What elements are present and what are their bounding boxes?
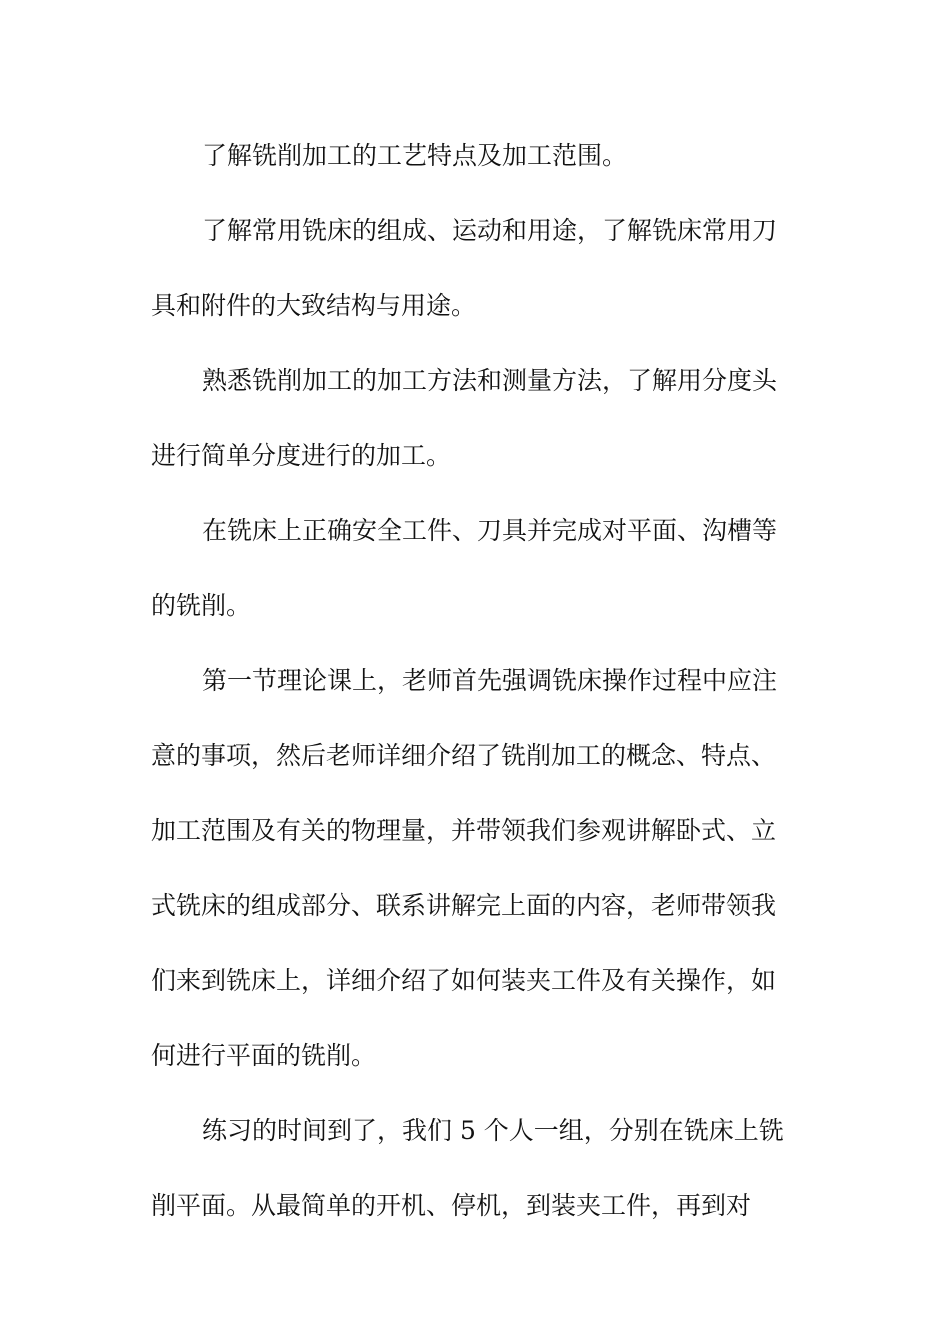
text-line: 在铣床上正确安全工件、刀具并完成对平面、沟槽等 (202, 516, 778, 545)
text-line: 进行简单分度进行的加工。 (151, 441, 452, 470)
text-line: 熟悉铣削加工的加工方法和测量方法，了解用分度头 (202, 366, 778, 395)
paragraph-2 (151, 193, 791, 343)
text-line: 加工范围及有关的物理量，并带领我们参观讲解卧式、立 (151, 816, 777, 845)
text-line: 削平面。从最简单的开机、停机，到装夹工件，再到对 (151, 1191, 752, 1220)
text-line: 何进行平面的铣削。 (151, 1041, 377, 1070)
paragraph-3 (151, 343, 791, 493)
document-body (151, 118, 791, 1243)
text-line: 们来到铣床上，详细介绍了如何装夹工件及有关操作，如 (151, 966, 777, 995)
text-line: 第一节理论课上，老师首先强调铣床操作过程中应注 (202, 666, 778, 695)
text-line: 的铣削。 (151, 591, 252, 620)
text-line: 具和附件的大致结构与用途。 (151, 291, 477, 320)
text-line: 了解铣削加工的工艺特点及加工范围。 (202, 141, 628, 170)
paragraph-5 (151, 643, 791, 1093)
text-line: 式铣床的组成部分、联系讲解完上面的内容，老师带领我 (151, 891, 777, 920)
text-line: 了解常用铣床的组成、运动和用途，了解铣床常用刀 (202, 216, 778, 245)
text-line: 意的事项，然后老师详细介绍了铣削加工的概念、特点、 (151, 741, 777, 770)
text-line: 练习的时间到了，我们 5 个人一组，分别在铣床上铣 (202, 1116, 784, 1145)
paragraph-6 (151, 1093, 791, 1243)
paragraph-1 (151, 118, 791, 193)
paragraph-4 (151, 493, 791, 643)
